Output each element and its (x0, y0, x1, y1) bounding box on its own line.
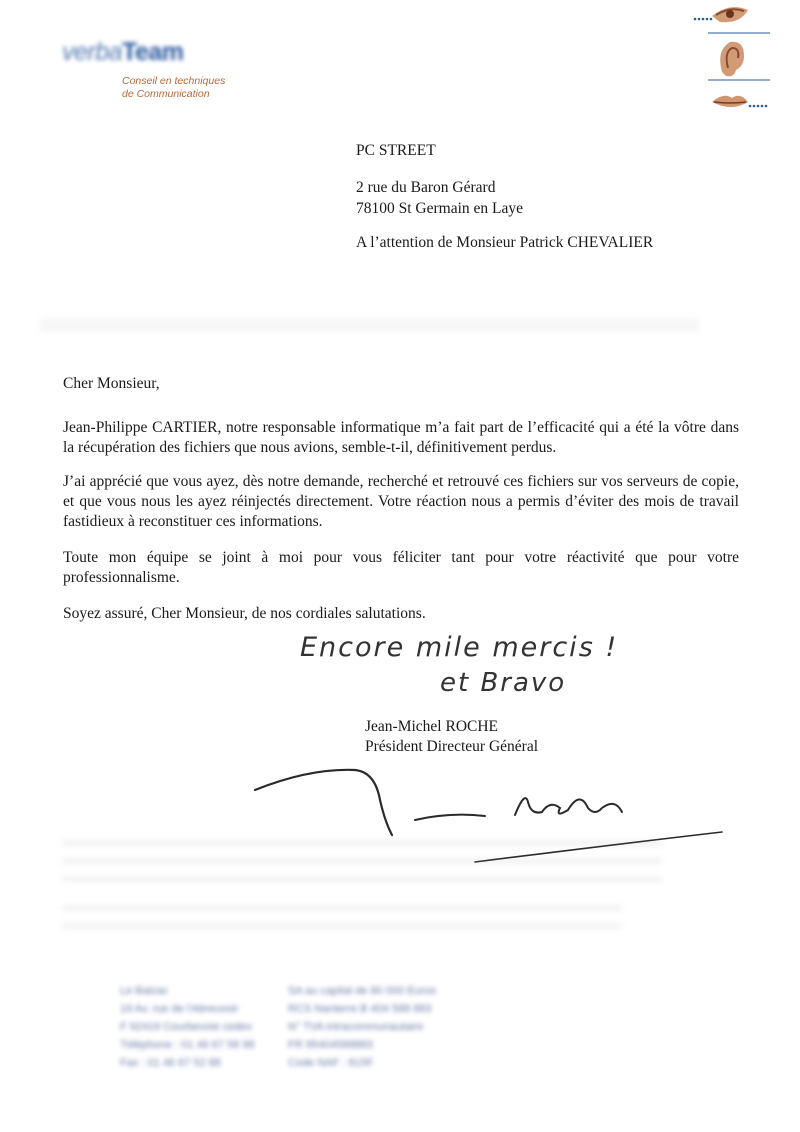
handwritten-note-line-1: Encore mile mercis ! (300, 632, 619, 663)
scan-artifact-lines-2 (62, 905, 622, 941)
footer-right-line: Code NAF : 815F (288, 1057, 374, 1069)
senses-illustration (690, 0, 780, 120)
signatory-title: Président Directeur Général (365, 738, 539, 755)
footer-legal (288, 982, 436, 1072)
footer-left-line: F 92419 Courbevoie cedex (120, 1021, 253, 1033)
footer-left-line: Le Balzac (120, 985, 169, 997)
footer-right-line: N° TVA intracommunautaire (288, 1021, 424, 1033)
ear-icon (708, 42, 770, 80)
recipient-attention: A l’attention de Monsieur Patrick CHEVALIER (356, 234, 654, 251)
footer-right-line: RCS Nanterre B 404 588 883 (288, 1003, 432, 1015)
recipient-address (356, 177, 523, 219)
body-paragraph-1: Jean-Philippe CARTIER, notre responsable informatique m’a fait part de l’efficacité qui a été la vôtre dans la récupération des fichiers que nous avions, semble-t-il, définitivement perdus. (63, 419, 739, 456)
salutation: Cher Monsieur, (63, 375, 160, 392)
eye-icon (694, 7, 770, 33)
body-paragraph-3: Toute mon équipe se joint à moi pour vous féliciter tant pour votre réactivité que pour votre professionnalisme. (63, 549, 739, 586)
footer-left-line: Fax : 01 46 67 52 88 (120, 1057, 221, 1069)
footer-right-line: FR 95404588883 (288, 1039, 374, 1051)
company-logo (62, 38, 184, 67)
tagline-line-1: Conseil en techniques (122, 75, 226, 87)
logo-light-text: verba (62, 38, 123, 66)
body-paragraph-2: J’ai apprécié que vous ayez, dès notre demande, recherché et retrouvé ces fichiers sur vos serveurs de copie, et que vous nous les ayez réinjectés directement. Votre réaction nous a permis d’éviter des mois de travail fastidieux à reconstituer ces informations. (63, 473, 739, 530)
footer-left-line: Téléphone : 01 46 67 58 98 (120, 1039, 255, 1051)
footer-right-line: SA au capital de 80 000 Euros (288, 985, 436, 997)
scan-artifact (40, 318, 700, 332)
footer-left-line: 19 Av. rue de l'Abreuvoir (120, 1003, 239, 1015)
signatory-name: Jean-Michel ROCHE (365, 718, 499, 735)
footer-contact (120, 982, 255, 1072)
signatory-block (365, 717, 538, 757)
closing-paragraph: Soyez assuré, Cher Monsieur, de nos cordiales salutations. (63, 605, 426, 622)
address-line-2: 78100 St Germain en Laye (356, 200, 524, 217)
lips-icon (712, 96, 767, 108)
logo-bold-text: Team (122, 38, 184, 66)
address-line-1: 2 rue du Baron Gérard (356, 179, 496, 196)
tagline-line-2: de Communication (122, 88, 210, 100)
company-tagline (122, 75, 225, 101)
handwritten-note-line-2: et Bravo (440, 668, 567, 698)
recipient-company: PC STREET (356, 142, 436, 159)
scan-artifact-lines (62, 840, 662, 890)
